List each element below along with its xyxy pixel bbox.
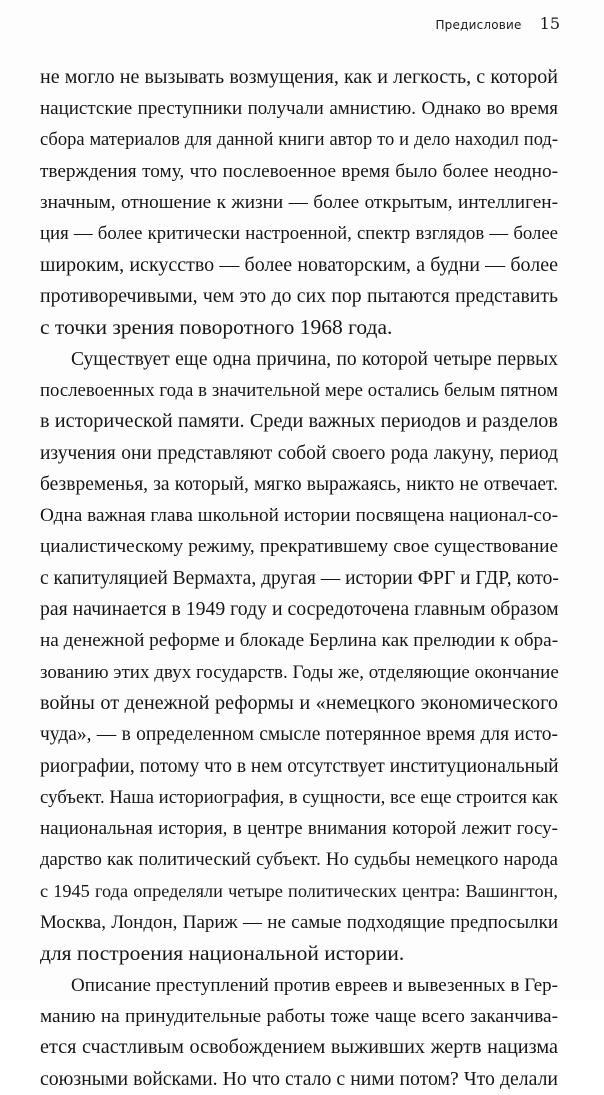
text-line: Одна важная глава школьной истории посвящена национал-со- — [40, 505, 558, 527]
text-line: с капитуляцией Вермахта, другая — истории ФРГ и ГДР, кото- — [40, 567, 559, 589]
text-line: широким, искусство — более новаторским, а будни — более — [40, 253, 558, 276]
text-line: тверждения тому, что послевоенное время было более неодно- — [40, 160, 558, 182]
text-line: на денежной реформе и блокаде Берлина как прелюдии к обра- — [40, 630, 559, 652]
text-line: противоречивыми, чем это до сих пор пытаются представить — [40, 285, 558, 308]
text-line: в исторической памяти. Среди важных периодов и разделов — [40, 410, 558, 433]
text-line: рая начинается в 1949 году и сосредоточена главным образом — [40, 598, 559, 621]
text-line: войны от денежной реформы и «немецкого экономического — [40, 691, 558, 714]
text-line: безвременья, за который, мягко выражаясь, никто не отвечает. — [40, 473, 558, 495]
running-head — [435, 14, 560, 33]
paragraph-3 — [40, 970, 558, 1095]
paragraph-1 — [40, 62, 558, 344]
text-line: Существует еще одна причина, по которой четыре первых — [71, 348, 558, 370]
text-line: циалистическому режиму, прекратившему свое существование — [40, 536, 558, 558]
text-line: дарство как политический субъект. Но судьбы немецкого народа — [40, 849, 558, 871]
text-line: изучения они представляют собой своего рода лакуну, период — [40, 442, 558, 464]
text-line: не могло не вызывать возмущения, как и легкость, с которой — [40, 66, 558, 88]
text-line: послевоенных года в значительной мере остались белым пятном — [40, 379, 558, 401]
text-line: с точки зрения поворотного 1968 года. — [40, 315, 393, 340]
paragraph-2 — [40, 344, 558, 970]
page-number: 15 — [539, 14, 560, 33]
text-line: сбора материалов для данной книги автор то и дело находил под- — [40, 129, 558, 150]
text-line: Москва, Лондон, Париж — не самые подходящие предпосылки — [40, 912, 558, 934]
text-line: союзными войсками. Но что стало с ними потом? Что делали — [40, 1067, 558, 1090]
text-line: риографии, потому что в нем отсутствует институциональный — [40, 755, 559, 777]
text-line: субъект. Наша историография, в сущности, все еще строится как — [40, 786, 558, 808]
text-line: Описание преступлений против евреев и вывезенных в Гер- — [71, 974, 558, 996]
text-line: для построения национальной истории. — [40, 941, 405, 966]
body-text — [40, 62, 558, 1095]
text-line: манию на принудительные работы тоже чаще всего заканчива- — [40, 1005, 558, 1027]
text-line: ция — более критически настроенной, спектр взглядов — более — [40, 223, 558, 245]
text-line: национальная история, в центре внимания которой лежит госу- — [40, 818, 558, 840]
running-title: Предисловие — [435, 18, 522, 32]
text-line: ется счастливым освобождением выживших жертв нацизма — [40, 1036, 558, 1059]
text-line: зованию этих двух государств. Годы же, отделяющие окончание — [40, 661, 559, 683]
text-line: нацистские преступники получали амнистию. Однако во время — [40, 98, 558, 120]
text-line: чуда», — в определенном смысле потерянное время для исто- — [40, 724, 558, 746]
text-line: значным, отношение к жизни — более открытым, интеллиген- — [40, 192, 558, 214]
text-line: с 1945 года определяли четыре политических центра: Вашингтон, — [40, 880, 558, 901]
